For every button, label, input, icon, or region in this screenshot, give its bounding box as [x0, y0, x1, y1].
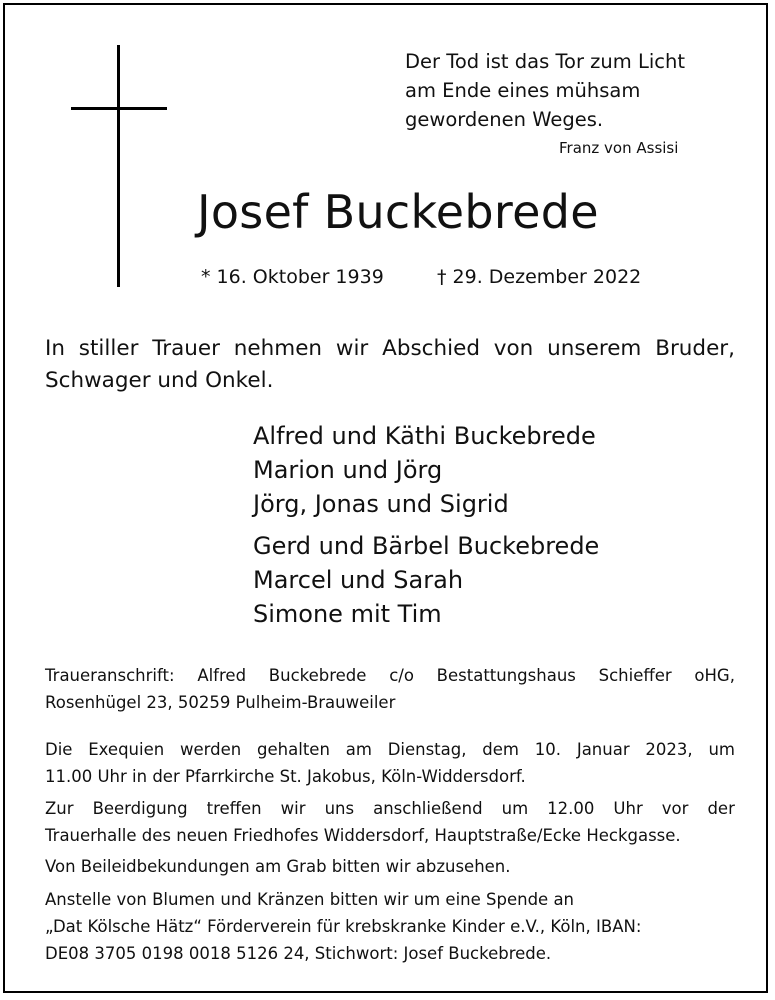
word: Exequien [88, 740, 165, 759]
word: 10. [534, 740, 562, 759]
donation-line: Anstelle von Blumen und Kränzen bitten wir um eine Spende an [45, 890, 575, 909]
word: anschließend [373, 799, 483, 818]
word: um [501, 799, 529, 818]
word: Dienstag, [387, 740, 467, 759]
word: Traueranschrift: [45, 666, 175, 685]
family-member: Gerd und Bärbel Buckebrede [253, 532, 600, 560]
word: c/o [389, 666, 414, 685]
condolence-line: Von Beileidbekundungen am Grab bitten wir abzusehen. [45, 857, 511, 876]
intro-line [45, 333, 735, 365]
word: um [708, 740, 735, 759]
family-member: Marion und Jörg [253, 456, 443, 484]
word: treffen [206, 799, 262, 818]
exequien-line: 11.00 Uhr in der Pfarrkirche St. Jakobus, Köln-Widdersdorf. [45, 767, 526, 786]
family-group [253, 529, 599, 631]
quote-author: Franz von Assisi [559, 139, 679, 157]
address-line: Rosenhügel 23, 50259 Pulheim-Brauweiler [45, 693, 396, 712]
word: Die [45, 740, 73, 759]
family-member: Simone mit Tim [253, 600, 442, 628]
word: oHG, [694, 666, 735, 685]
exequien-info [45, 736, 735, 790]
quote-line: am Ende eines mühsam [405, 79, 641, 102]
word: In [45, 336, 65, 361]
intro-text [45, 333, 735, 397]
quote-line: gewordenen Weges. [405, 108, 604, 131]
deceased-name: Josef Buckebrede [197, 185, 599, 239]
intro-line: Schwager und Onkel. [45, 368, 274, 393]
word: 12.00 [547, 799, 595, 818]
word: gehalten [257, 740, 330, 759]
cross-icon [117, 45, 120, 287]
word: der [707, 799, 735, 818]
condolence-note [45, 853, 735, 880]
family-member: Jörg, Jonas und Sigrid [253, 490, 509, 518]
burial-line: Trauerhalle des neuen Friedhofes Widdersdorf, Hauptstraße/Ecke Heckgasse. [45, 826, 681, 845]
word: Buckebrede [268, 666, 367, 685]
word: Abschied [382, 336, 480, 361]
word: wir [335, 336, 369, 361]
cross-icon-bar [71, 107, 167, 110]
address-line [45, 662, 735, 689]
word: Bruder, [655, 336, 735, 361]
word: von [493, 336, 534, 361]
quote-line: Der Tod ist das Tor zum Licht [405, 50, 685, 73]
word: werden [180, 740, 242, 759]
quote [405, 47, 685, 134]
word: nehmen [233, 336, 323, 361]
word: Uhr [613, 799, 643, 818]
word: Bestattungshaus [436, 666, 576, 685]
exequien-line [45, 736, 735, 763]
family-member: Marcel und Sarah [253, 566, 464, 594]
donation-line: DE08 3705 0198 0018 5126 24, Stichwort: Josef Buckebrede. [45, 944, 552, 963]
family-member: Alfred und Käthi Buckebrede [253, 422, 596, 450]
mourning-address [45, 662, 735, 716]
donation-line: „Dat Kölsche Hätz“ Förderverein für krebskranke Kinder e.V., Köln, IBAN: [45, 917, 642, 936]
word: Januar [576, 740, 630, 759]
burial-line [45, 795, 735, 822]
word: Beerdigung [92, 799, 188, 818]
burial-info [45, 795, 735, 849]
birth-date: * 16. Oktober 1939 [201, 266, 384, 288]
word: am [345, 740, 372, 759]
family-group [253, 419, 596, 521]
death-date: † 29. Dezember 2022 [437, 266, 642, 288]
word: 2023, [645, 740, 693, 759]
obituary-notice [3, 3, 768, 993]
word: Trauer [152, 336, 220, 361]
word: dem [482, 740, 519, 759]
word: wir [280, 799, 306, 818]
word: uns [324, 799, 355, 818]
word: vor [661, 799, 689, 818]
word: Schieffer [598, 666, 672, 685]
donation-info [45, 886, 735, 967]
word: unserem [547, 336, 642, 361]
word: Alfred [197, 666, 247, 685]
word: stiller [78, 336, 139, 361]
word: Zur [45, 799, 74, 818]
